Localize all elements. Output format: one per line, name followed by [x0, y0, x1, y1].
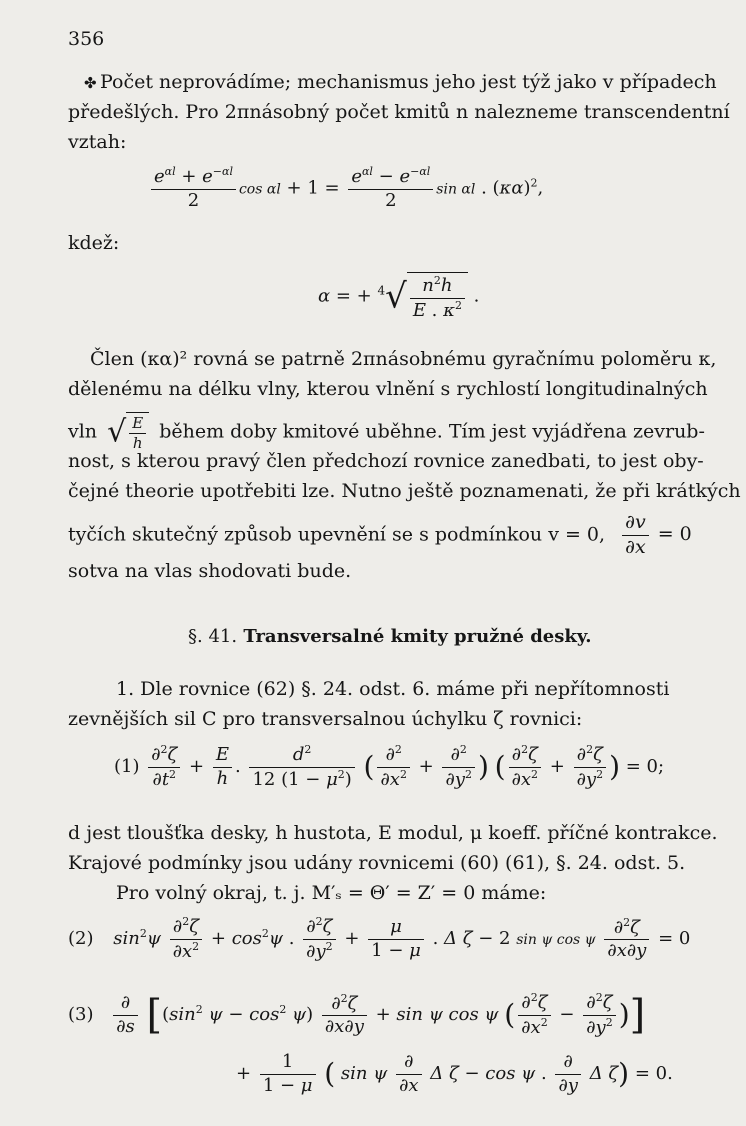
- p2-line7: sotva na vlas shodovati bude.: [68, 560, 352, 582]
- p1-line1: Počet neprovádíme; mechanismus jeho jest týž jako v případech: [100, 71, 717, 93]
- p2-line6: tyčích skutečný způsob upevnění se s podmínkou v = 0, $\frac{\partial v}{\partial x}$ = 0: [68, 511, 692, 558]
- eq1-label: (1): [114, 756, 140, 778]
- equation-alpha: α = + $^4$√ $\frac{n^2h}{E . \kappa^2}$ .: [318, 274, 480, 321]
- paragraph-2: [68, 344, 717, 404]
- p2-line6-a: tyčích skutečný způsob upevnění se s podmínkou v = 0,: [68, 523, 606, 546]
- p2-line3-a: vln: [68, 420, 98, 443]
- paragraph-1: [68, 67, 730, 157]
- label-kdez: kdež:: [68, 232, 120, 254]
- page-number: 356: [68, 28, 105, 50]
- p4-line3: Pro volný okraj, t. j. M′ₛ = Θ′ = Z′ = 0 máme:: [116, 882, 547, 904]
- p1-line3: vztah:: [68, 131, 127, 153]
- p3-line2: zevnějších sil C pro transversalnou úchylku ζ rovnici:: [68, 708, 583, 730]
- section-number: §. 41.: [188, 626, 238, 647]
- equation-2: (2) $\sin^2\psi$ $\frac{\partial^2\zeta}{\partial x^2}$ + $\cos^2\psi$ . $\frac{\partial^2\zeta}{\partial y^2}$ + $\frac{\mu}{1 - \mu}$ . Δ ζ − 2 sin ψ cos ψ $\frac{\partial^2\zeta}{\partial x\partial y}$ = 0: [68, 915, 691, 962]
- paragraph-2b: [68, 446, 741, 506]
- section-title: Transversalné kmity pružné desky.: [243, 626, 592, 647]
- section-heading: [188, 622, 592, 652]
- p2-line2: dělenému na délku vlny, kterou vlnění s rychlostí longitudinalných: [68, 378, 708, 400]
- p4-line1: d jest tloušťka desky, h hustota, E modul, μ koeff. příčné kontrakce.: [68, 822, 718, 844]
- equation-transcendent: $\frac{e^{\alpha l} + e^{-\alpha l}}{2}$ cos αl + 1 = $\frac{e^{\alpha l} - e^{-\alpha l}}{2}$ sin αl . $(\kappa\alpha)^2$,: [148, 166, 543, 211]
- p1-line2: předešlých. Pro 2πnásobný počet kmitů n nalezneme transcendentní: [68, 101, 730, 123]
- p2-line5: čejné theorie upotřebiti lze. Nutno ještě poznamenati, že při krátkých: [68, 480, 741, 502]
- p2-line3: vln √ $\frac{E}{h}$ během doby kmitové uběhne. Tím jest vyjádřena zevrub-: [68, 414, 705, 453]
- p2-line3-b: během doby kmitové uběhne. Tím jest vyjádřena zevrub-: [159, 420, 705, 443]
- eq3-label: (3): [68, 1004, 94, 1026]
- p3-line1: 1. Dle rovnice (62) §. 24. odst. 6. máme při nepřítomnosti: [116, 678, 670, 700]
- p2-line4: nost, s kterou pravý člen předchozí rovnice zanedbati, to jest oby-: [68, 450, 704, 472]
- eq2-label: (2): [68, 928, 94, 950]
- equation-3-line1: (3) $\frac{\partial}{\partial s}$ [($\sin^2$ $\psi - \cos^2 \psi$) $\frac{\partial^2\zeta}{\partial x\partial y}$ + sin ψ cos ψ ( $\frac{\partial^2\zeta}{\partial x^2}$ − $\frac{\partial^2\zeta}{\partial y^2}$ )]: [68, 991, 646, 1039]
- paragraph-4: [68, 818, 718, 908]
- asterisk-mark: ✤: [84, 74, 97, 92]
- p2-line1: Člen (κα)² rovná se patrně 2πnásobnému gyračnímu poloměru κ,: [90, 348, 717, 370]
- paragraph-3: [68, 674, 698, 734]
- equation-3-line2: + $\frac{1}{1 - \mu}$ ( sin ψ $\frac{\partial}{\partial x}$ Δ ζ − cos ψ . $\frac{\partial}{\partial y}$ Δ ζ) = 0.: [236, 1051, 673, 1096]
- p4-line2: Krajové podmínky jsou udány rovnicemi (60) (61), §. 24. odst. 5.: [68, 852, 686, 874]
- equation-1: (1) $\frac{\partial^2\zeta}{\partial t^2}$ + $\frac{E}{h}$ . $\frac{d^2}{12 (1 - \mu^2)}$ ( $\frac{\partial^2}{\partial x^2}$ + $\frac{\partial^2}{\partial y^2}$ ) ( $\frac{\partial^2\zeta}{\partial x^2}$ + $\frac{\partial^2\zeta}{\partial y^2}$ ) = 0;: [114, 743, 665, 790]
